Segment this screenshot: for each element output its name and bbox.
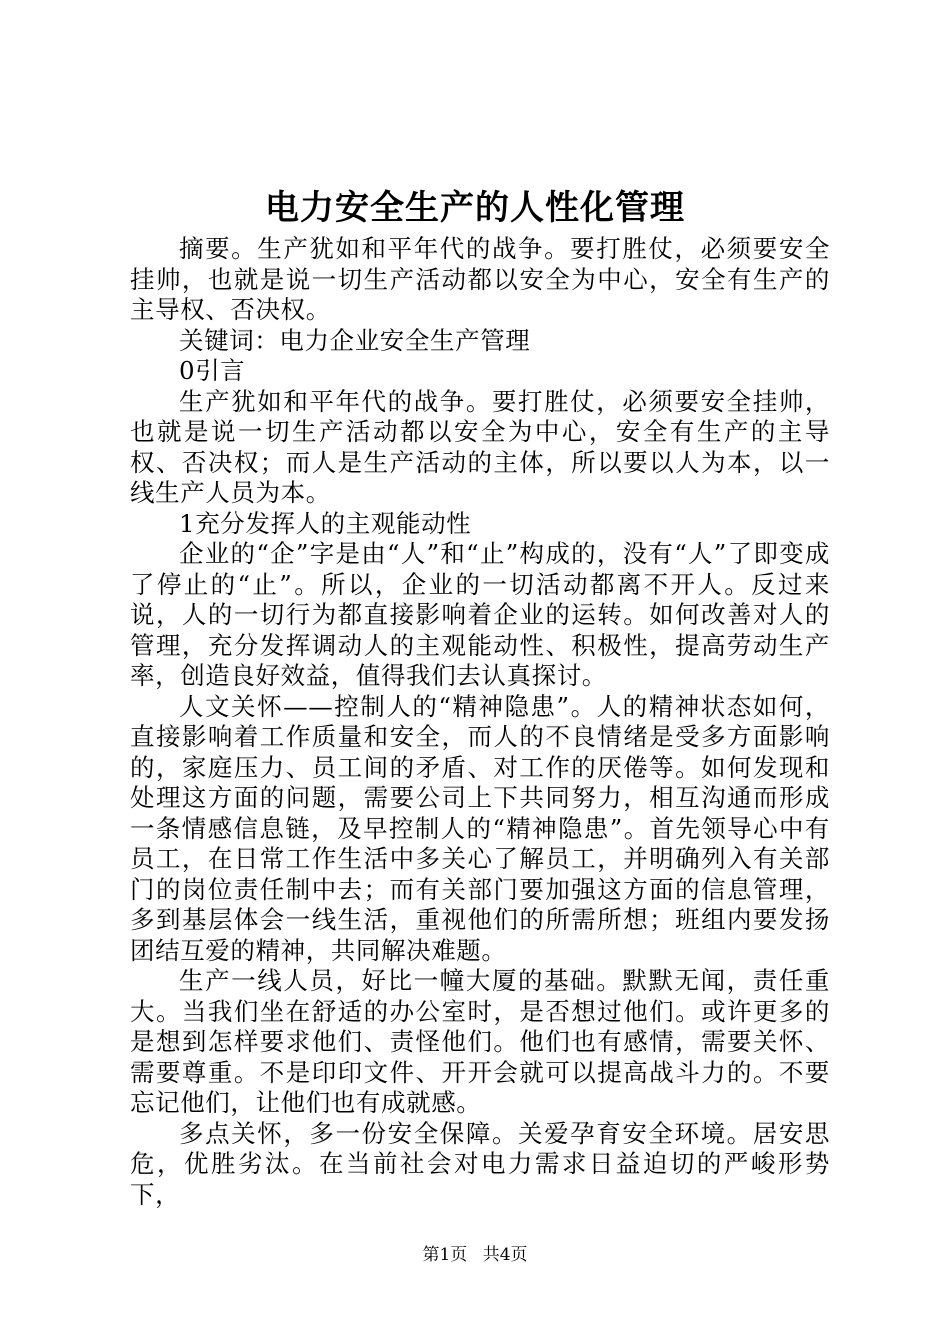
page-total: 共4页 — [482, 1245, 528, 1265]
body-paragraph: 多点关怀，多一份安全保障。关爱孕育安全环境。居安思危，优胜劣汰。在当前社会对电力需求日益迫切的严峻形势下， — [130, 1118, 830, 1209]
body-paragraph: 人文关怀——控制人的“精神隐患”。人的精神状态如何，直接影响着工作质量和安全，而人的不良情绪是受多方面影响的，家庭压力、员工间的矛盾、对工作的厌倦等。如何发现和处理这方面的问题，需要公司上下共同努力，相互沟通而形成一条情感信息链，及早控制人的“精神隐患”。首先领导心中有员工，在日常工作生活中多关心了解员工，并明确列入有关部门的岗位责任制中去；而有关部门要加强这方面的信息管理，多到基层体会一线生活，重视他们的所需所想；班组内要发扬团结互爱的精神，共同解决难题。 — [130, 691, 830, 965]
keywords-line: 关键词：电力企业安全生产管理 — [179, 325, 531, 355]
body-paragraph: 企业的“企”字是由“人”和“止”构成的，没有“人”了即变成了停止的“止”。所以，企业的一切活动都离不开人。反过来说，人的一切行为都直接影响着企业的运转。如何改善对人的管理，充分发挥调动人的主观能动性、积极性，提高劳动生产率，创造良好效益，值得我们去认真探讨。 — [130, 539, 830, 690]
body-paragraph: 生产一线人员，好比一幢大厦的基础。默默无闻，责任重大。当我们坐在舒适的办公室时，是否想过他们。或许更多的是想到怎样要求他们、责怪他们。他们也有感情，需要关怀、需要尊重。不是印印文件、开开会就可以提高战斗力的。不要忘记他们，让他们也有成就感。 — [130, 966, 830, 1117]
document-title: 电力安全生产的人性化管理 — [265, 188, 685, 228]
section-heading-1: 1充分发挥人的主观能动性 — [179, 508, 472, 538]
abstract-paragraph: 摘要。生产犹如和平年代的战争。要打胜仗，必须要安全挂帅，也就是说一切生产活动都以安全为中心，安全有生产的主导权、否决权。 — [130, 234, 830, 324]
page-footer — [0, 1244, 950, 1266]
body-paragraph: 生产犹如和平年代的战争。要打胜仗，必须要安全挂帅，也就是说一切生产活动都以安全为中心，安全有生产的主导权、否决权；而人是生产活动的主体，所以要以人为本，以一线生产人员为本。 — [130, 386, 830, 507]
document-body — [130, 234, 830, 1210]
page-number: 第1页 — [422, 1245, 468, 1265]
section-heading-introduction: 0引言 — [179, 356, 246, 385]
